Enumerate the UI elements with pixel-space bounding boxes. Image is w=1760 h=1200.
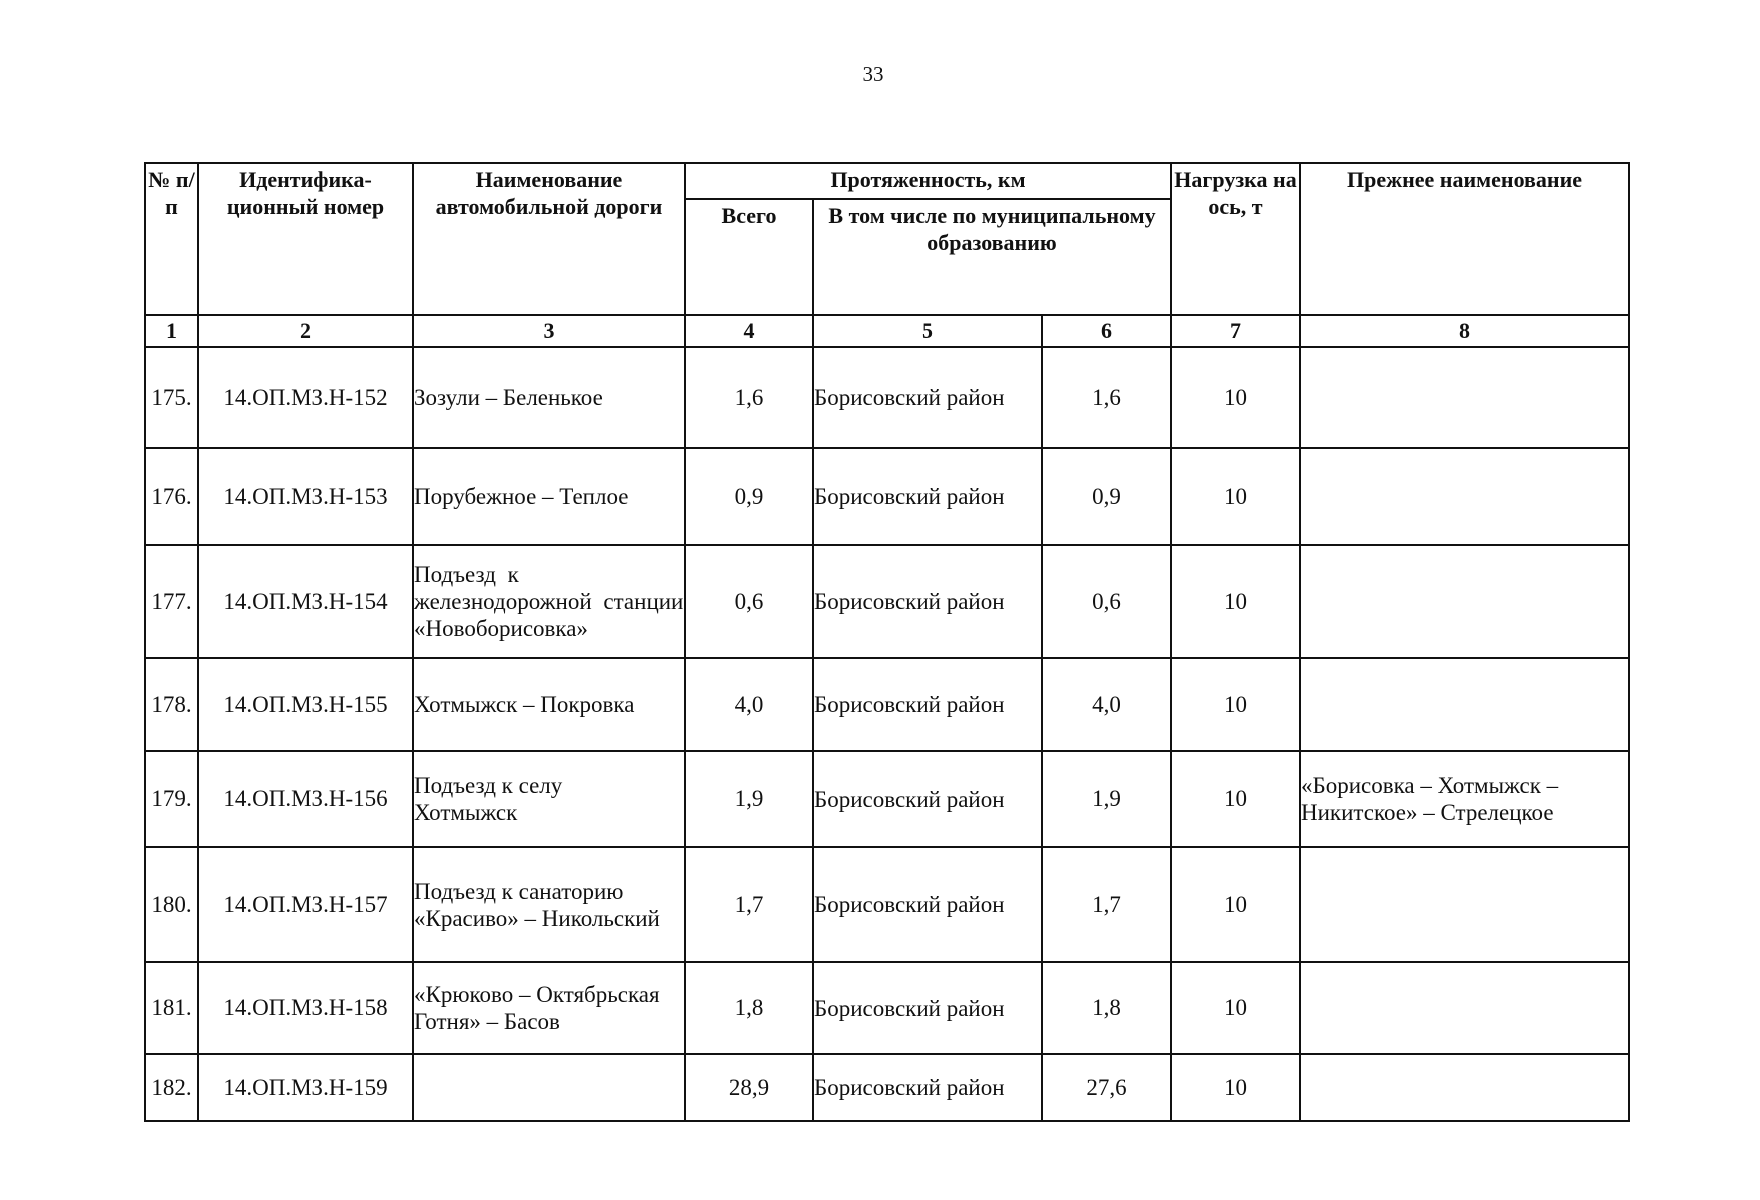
row-load: 10: [1171, 347, 1300, 448]
row-former-name: [1300, 448, 1629, 545]
row-former-name: «Борисовка – Хотмыжск – Никитское» – Стрелецкое: [1300, 751, 1629, 847]
row-id: 14.ОП.МЗ.Н-159: [198, 1054, 413, 1121]
row-load: 10: [1171, 658, 1300, 751]
row-mun-length: 1,9: [1042, 751, 1171, 847]
column-number: 2: [198, 315, 413, 347]
header-row-1: [145, 163, 1629, 199]
row-load: 10: [1171, 448, 1300, 545]
row-road-name: Подъезд к селу Хотмыжск: [413, 751, 685, 847]
row-num: 175.: [145, 347, 198, 448]
header-total: Всего: [685, 199, 813, 315]
column-number: 5: [813, 315, 1042, 347]
row-former-name: [1300, 347, 1629, 448]
row-mun-length: 1,7: [1042, 847, 1171, 962]
row-total: 1,6: [685, 347, 813, 448]
row-mun-length: 0,9: [1042, 448, 1171, 545]
header-former-name: Прежнее наименование: [1300, 163, 1629, 315]
row-total: 1,8: [685, 962, 813, 1054]
column-number: 3: [413, 315, 685, 347]
row-id: 14.ОП.МЗ.Н-156: [198, 751, 413, 847]
row-id: 14.ОП.МЗ.Н-157: [198, 847, 413, 962]
row-num: 178.: [145, 658, 198, 751]
row-former-name: [1300, 962, 1629, 1054]
header-id: Идентифика-ционный номер: [198, 163, 413, 315]
table-row: [145, 347, 1629, 448]
row-load: 10: [1171, 751, 1300, 847]
row-id: 14.ОП.МЗ.Н-155: [198, 658, 413, 751]
row-former-name: [1300, 1054, 1629, 1121]
row-road-name: Порубежное – Теплое: [413, 448, 685, 545]
table-row: [145, 1054, 1629, 1121]
row-load: 10: [1171, 847, 1300, 962]
page-number: 33: [862, 62, 884, 86]
row-road-name: Подъезд к железнодорожной станции «Новоборисовка»: [413, 545, 685, 658]
header-road-name: Наименование автомобильной дороги: [413, 163, 685, 315]
row-former-name: [1300, 658, 1629, 751]
row-id: 14.ОП.МЗ.Н-158: [198, 962, 413, 1054]
column-number-row: [145, 315, 1629, 347]
row-mun-length: 27,6: [1042, 1054, 1171, 1121]
row-num: 179.: [145, 751, 198, 847]
row-total: 1,9: [685, 751, 813, 847]
row-load: 10: [1171, 1054, 1300, 1121]
row-id: 14.ОП.МЗ.Н-152: [198, 347, 413, 448]
row-num: 177.: [145, 545, 198, 658]
row-municipality: Борисовский район: [813, 751, 1042, 847]
row-road-name: «Крюково – Октябрьская Готня» – Басов: [413, 962, 685, 1054]
row-total: 0,6: [685, 545, 813, 658]
row-municipality: Борисовский район: [813, 847, 1042, 962]
header-axle-load: Нагрузка на ось, т: [1171, 163, 1300, 315]
row-id: 14.ОП.МЗ.Н-153: [198, 448, 413, 545]
row-road-name: Зозули – Беленькое: [413, 347, 685, 448]
row-municipality: Борисовский район: [813, 545, 1042, 658]
table-row: [145, 658, 1629, 751]
row-num: 176.: [145, 448, 198, 545]
row-load: 10: [1171, 545, 1300, 658]
row-num: 181.: [145, 962, 198, 1054]
row-mun-length: 1,8: [1042, 962, 1171, 1054]
row-road-name: [413, 1054, 685, 1121]
row-municipality: Борисовский район: [813, 347, 1042, 448]
row-mun-length: 4,0: [1042, 658, 1171, 751]
table-row: [145, 751, 1629, 847]
row-municipality: Борисовский район: [813, 962, 1042, 1054]
row-total: 28,9: [685, 1054, 813, 1121]
row-road-name: Подъезд к санаторию «Красиво» – Никольский: [413, 847, 685, 962]
row-road-name: Хотмыжск – Покровка: [413, 658, 685, 751]
row-total: 4,0: [685, 658, 813, 751]
row-load: 10: [1171, 962, 1300, 1054]
table-row: [145, 545, 1629, 658]
header-length-group: Протяженность, км: [685, 163, 1171, 199]
column-number: 7: [1171, 315, 1300, 347]
header-by-municipality: В том числе по муниципальному образованию: [813, 199, 1171, 315]
table-row: [145, 448, 1629, 545]
row-total: 1,7: [685, 847, 813, 962]
row-total: 0,9: [685, 448, 813, 545]
table-row: [145, 962, 1629, 1054]
header-num: № п/п: [145, 163, 198, 315]
row-former-name: [1300, 545, 1629, 658]
roads-table: [144, 162, 1630, 1122]
column-number: 4: [685, 315, 813, 347]
row-municipality: Борисовский район: [813, 1054, 1042, 1121]
row-num: 180.: [145, 847, 198, 962]
row-municipality: Борисовский район: [813, 658, 1042, 751]
row-municipality: Борисовский район: [813, 448, 1042, 545]
row-mun-length: 0,6: [1042, 545, 1171, 658]
column-number: 1: [145, 315, 198, 347]
column-number: 8: [1300, 315, 1629, 347]
row-former-name: [1300, 847, 1629, 962]
row-id: 14.ОП.МЗ.Н-154: [198, 545, 413, 658]
row-num: 182.: [145, 1054, 198, 1121]
table-row: [145, 847, 1629, 962]
row-mun-length: 1,6: [1042, 347, 1171, 448]
column-number: 6: [1042, 315, 1171, 347]
